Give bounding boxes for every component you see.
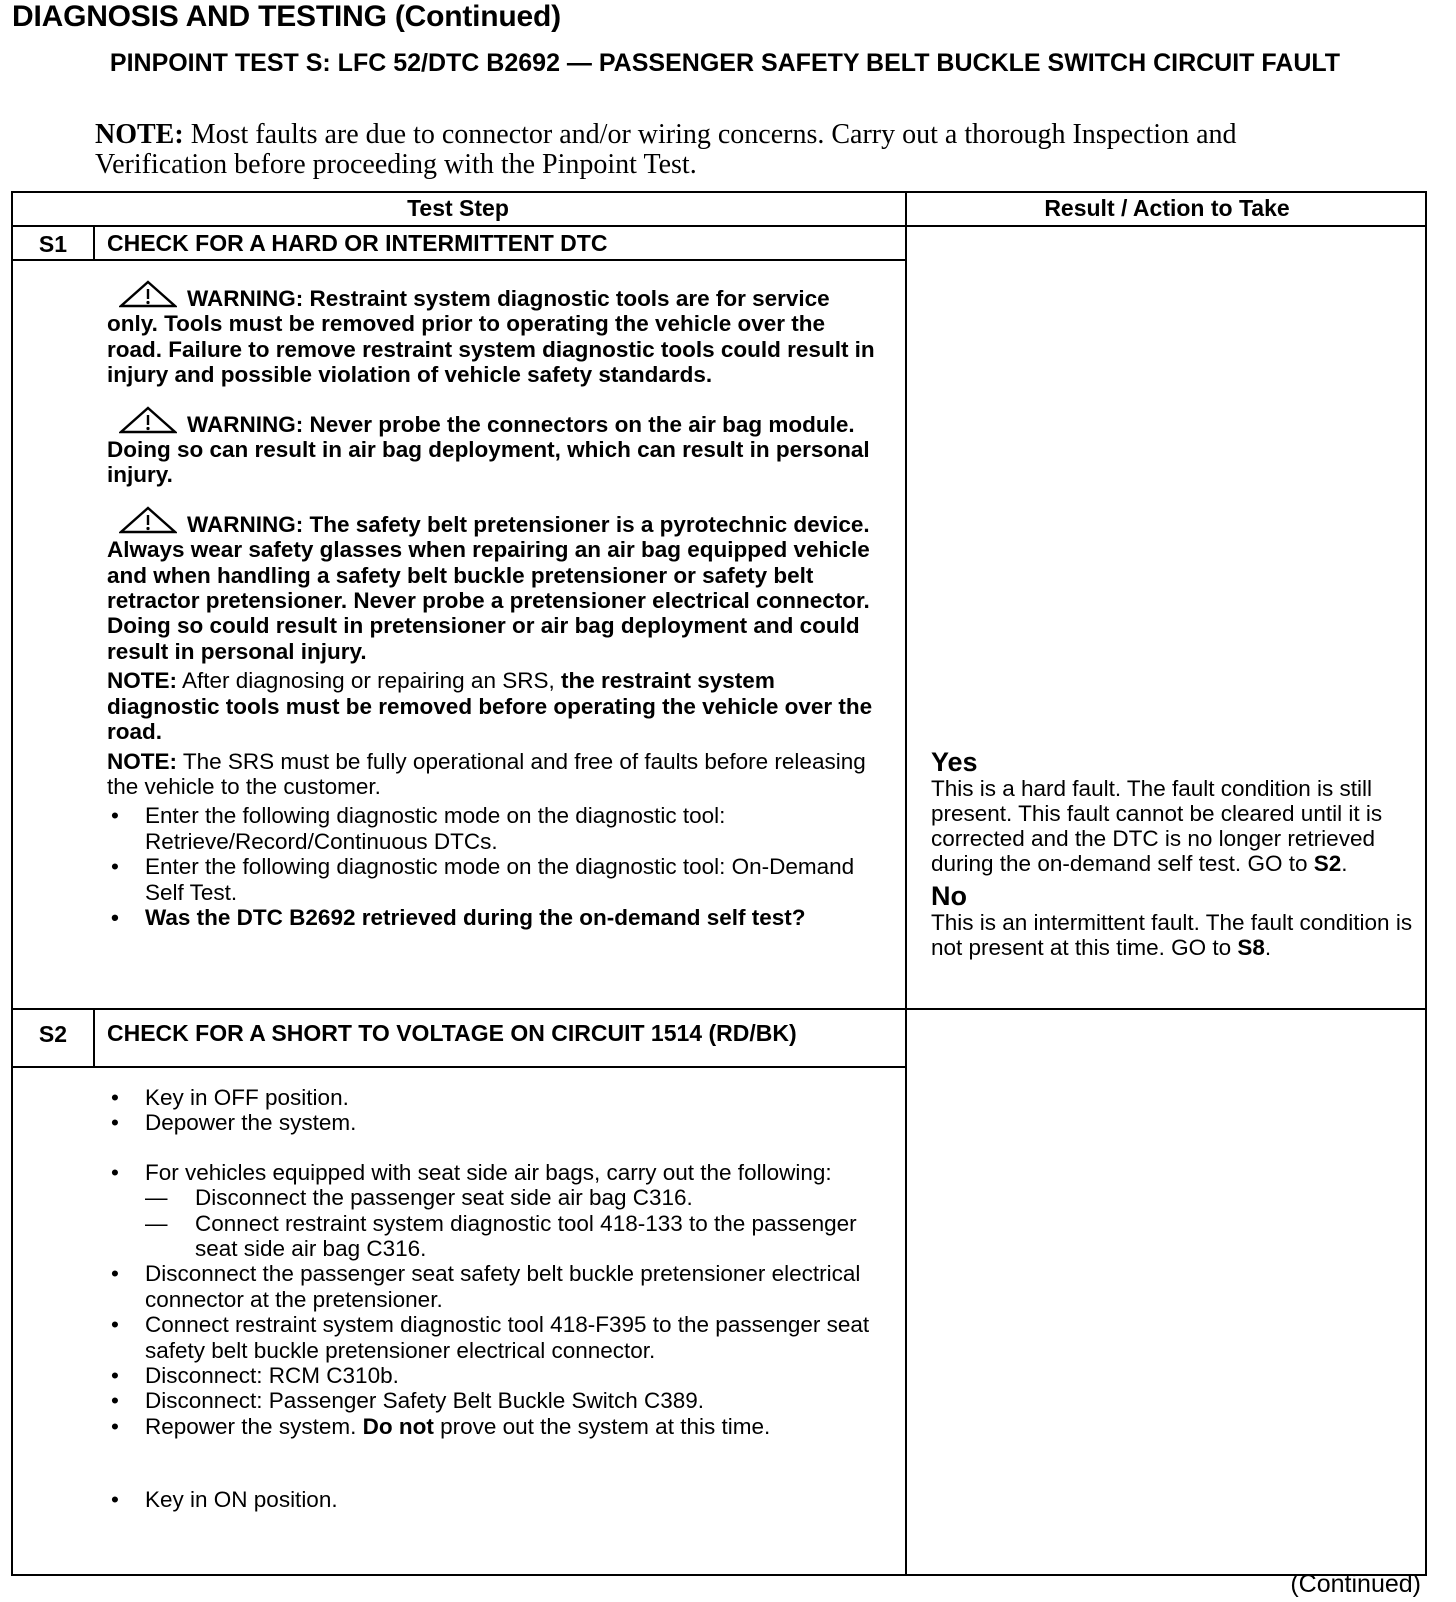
note-1-label: NOTE:	[107, 668, 177, 694]
list-item-text: For vehicles equipped with seat side air bags, carry out the following:	[145, 1159, 832, 1185]
repower-bold: Do not	[362, 1413, 434, 1439]
note-2-label: NOTE:	[107, 748, 177, 774]
intro-note	[95, 120, 1345, 180]
step-title-s2: CHECK FOR A SHORT TO VOLTAGE ON CIRCUIT 1514 (RD/BK)	[107, 1020, 797, 1046]
warning-1	[107, 280, 882, 388]
note-1	[107, 668, 882, 744]
goto-s2-link[interactable]: S2	[1313, 851, 1342, 876]
column-header-test-step: Test Step	[407, 195, 509, 221]
intro-note-label: NOTE:	[95, 119, 184, 150]
list-item: • Key in ON position.	[107, 1487, 882, 1512]
step-number-s1: S1	[38, 231, 68, 257]
note-1-bold-text: the restraint system diagnostic tools must be removed before operating the vehicle over the road.	[107, 668, 873, 745]
step-s2-list	[107, 1487, 882, 1512]
note-2	[107, 749, 882, 800]
list-item: • Key in OFF position.	[107, 1085, 882, 1110]
warning-2-text: WARNING: Never probe the connectors on the air bag module. Doing so can result in air bag deployment, which can result in personal injury.	[107, 411, 870, 488]
warning-3	[107, 506, 882, 664]
warning-triangle-icon	[119, 406, 177, 434]
step-title-s1: CHECK FOR A HARD OR INTERMITTENT DTC	[107, 230, 608, 256]
divider	[11, 1066, 907, 1068]
divider	[93, 1009, 95, 1067]
warning-2	[107, 406, 882, 488]
step-s2-list	[107, 1160, 882, 1439]
result-yes-text: This is a hard fault. The fault condition is still present. This fault cannot be cleared until it is corrected and the DTC is no longer retrieved during the on-demand self test. GO to	[931, 776, 1383, 876]
repower-text: Repower the system.	[145, 1413, 363, 1439]
result-yes-label: Yes	[931, 747, 978, 777]
divider	[11, 1008, 1427, 1010]
column-header-result: Result / Action to Take	[1044, 195, 1290, 221]
list-item: • Disconnect: Passenger Safety Belt Buckle Switch C389.	[107, 1388, 882, 1413]
step-number-s2: S2	[38, 1021, 68, 1047]
list-item	[107, 1414, 882, 1439]
warning-1-text: WARNING: Restraint system diagnostic tools are for service only. Tools must be removed prior to operating the vehicle over the road. Failure to remove restraint system diagnostic tools could result in injury and possible violation of vehicle safety standards.	[107, 286, 875, 388]
divider	[11, 225, 1427, 227]
step-s2-list	[107, 1085, 882, 1136]
note-2-text: The SRS must be fully operational and free of faults before releasing the vehicle to the customer.	[107, 748, 866, 799]
result-no: This is an intermittent fault. The fault condition is not present at this time. GO to S8.	[931, 910, 1413, 960]
sub-list-item: — Connect restraint system diagnostic tool 418-133 to the passenger seat side air bag C316.	[145, 1211, 882, 1262]
pinpoint-test-title: PINPOINT TEST S: LFC 52/DTC B2692 — PASSENGER SAFETY BELT BUCKLE SWITCH CIRCUIT FAULT	[109, 49, 1341, 77]
goto-s8-link[interactable]: S8	[1237, 935, 1265, 960]
list-item: • Depower the system.	[107, 1110, 882, 1135]
repower-text-end: prove out the system at this time.	[433, 1413, 771, 1439]
result-yes: This is a hard fault. The fault condition is still present. This fault cannot be cleared until it is corrected and the DTC is no longer retrieved during the on-demand self test. GO to S2.	[931, 776, 1383, 876]
warning-3-text: WARNING: The safety belt pretensioner is a pyrotechnic device. Always wear safety glasses when repairing an air bag equipped vehicle and when handling a safety belt buckle pretensioner or safety belt retractor pretensioner. Never probe a pretensioner electrical connector. Doing so could result in pretensioner or air bag deployment and could result in personal injury.	[107, 511, 870, 664]
divider	[905, 191, 907, 1576]
list-item: • Connect restraint system diagnostic tool 418-F395 to the passenger seat safety belt buckle pretensioner electrical connector.	[107, 1312, 882, 1363]
list-item	[107, 1160, 882, 1262]
step-s1-question: • Was the DTC B2692 retrieved during the on-demand self test?	[107, 905, 882, 930]
list-item: • Enter the following diagnostic mode on the diagnostic tool: Retrieve/Record/Continuous DTCs.	[107, 803, 882, 854]
step-s1-body	[107, 280, 882, 930]
list-item: • Enter the following diagnostic mode on the diagnostic tool: On-Demand Self Test.	[107, 854, 882, 905]
list-item: • Disconnect the passenger seat safety belt buckle pretensioner electrical connector at the pretensioner.	[107, 1261, 882, 1312]
result-no-text: This is an intermittent fault. The fault condition is not present at this time. GO to	[931, 910, 1413, 960]
note-1-text: After diagnosing or repairing an SRS,	[177, 668, 561, 694]
divider	[93, 226, 95, 260]
warning-triangle-icon	[119, 506, 177, 534]
sub-list-item: — Disconnect the passenger seat side air bag C316.	[145, 1185, 882, 1210]
result-no-label: No	[931, 881, 967, 911]
intro-note-text: Most faults are due to connector and/or wiring concerns. Carry out a thorough Inspection and Verification before proceeding with the Pinpoint Test.	[95, 119, 1237, 180]
warning-triangle-icon	[119, 280, 177, 308]
step-s1-list	[107, 803, 882, 930]
page-title: DIAGNOSIS AND TESTING (Continued)	[12, 0, 561, 33]
list-item: • Disconnect: RCM C310b.	[107, 1363, 882, 1388]
step-s2-body	[107, 1085, 882, 1513]
divider	[11, 259, 907, 261]
continued-label: (Continued)	[1290, 1570, 1421, 1598]
step-s1-results	[931, 748, 1421, 966]
sub-list	[145, 1185, 882, 1261]
